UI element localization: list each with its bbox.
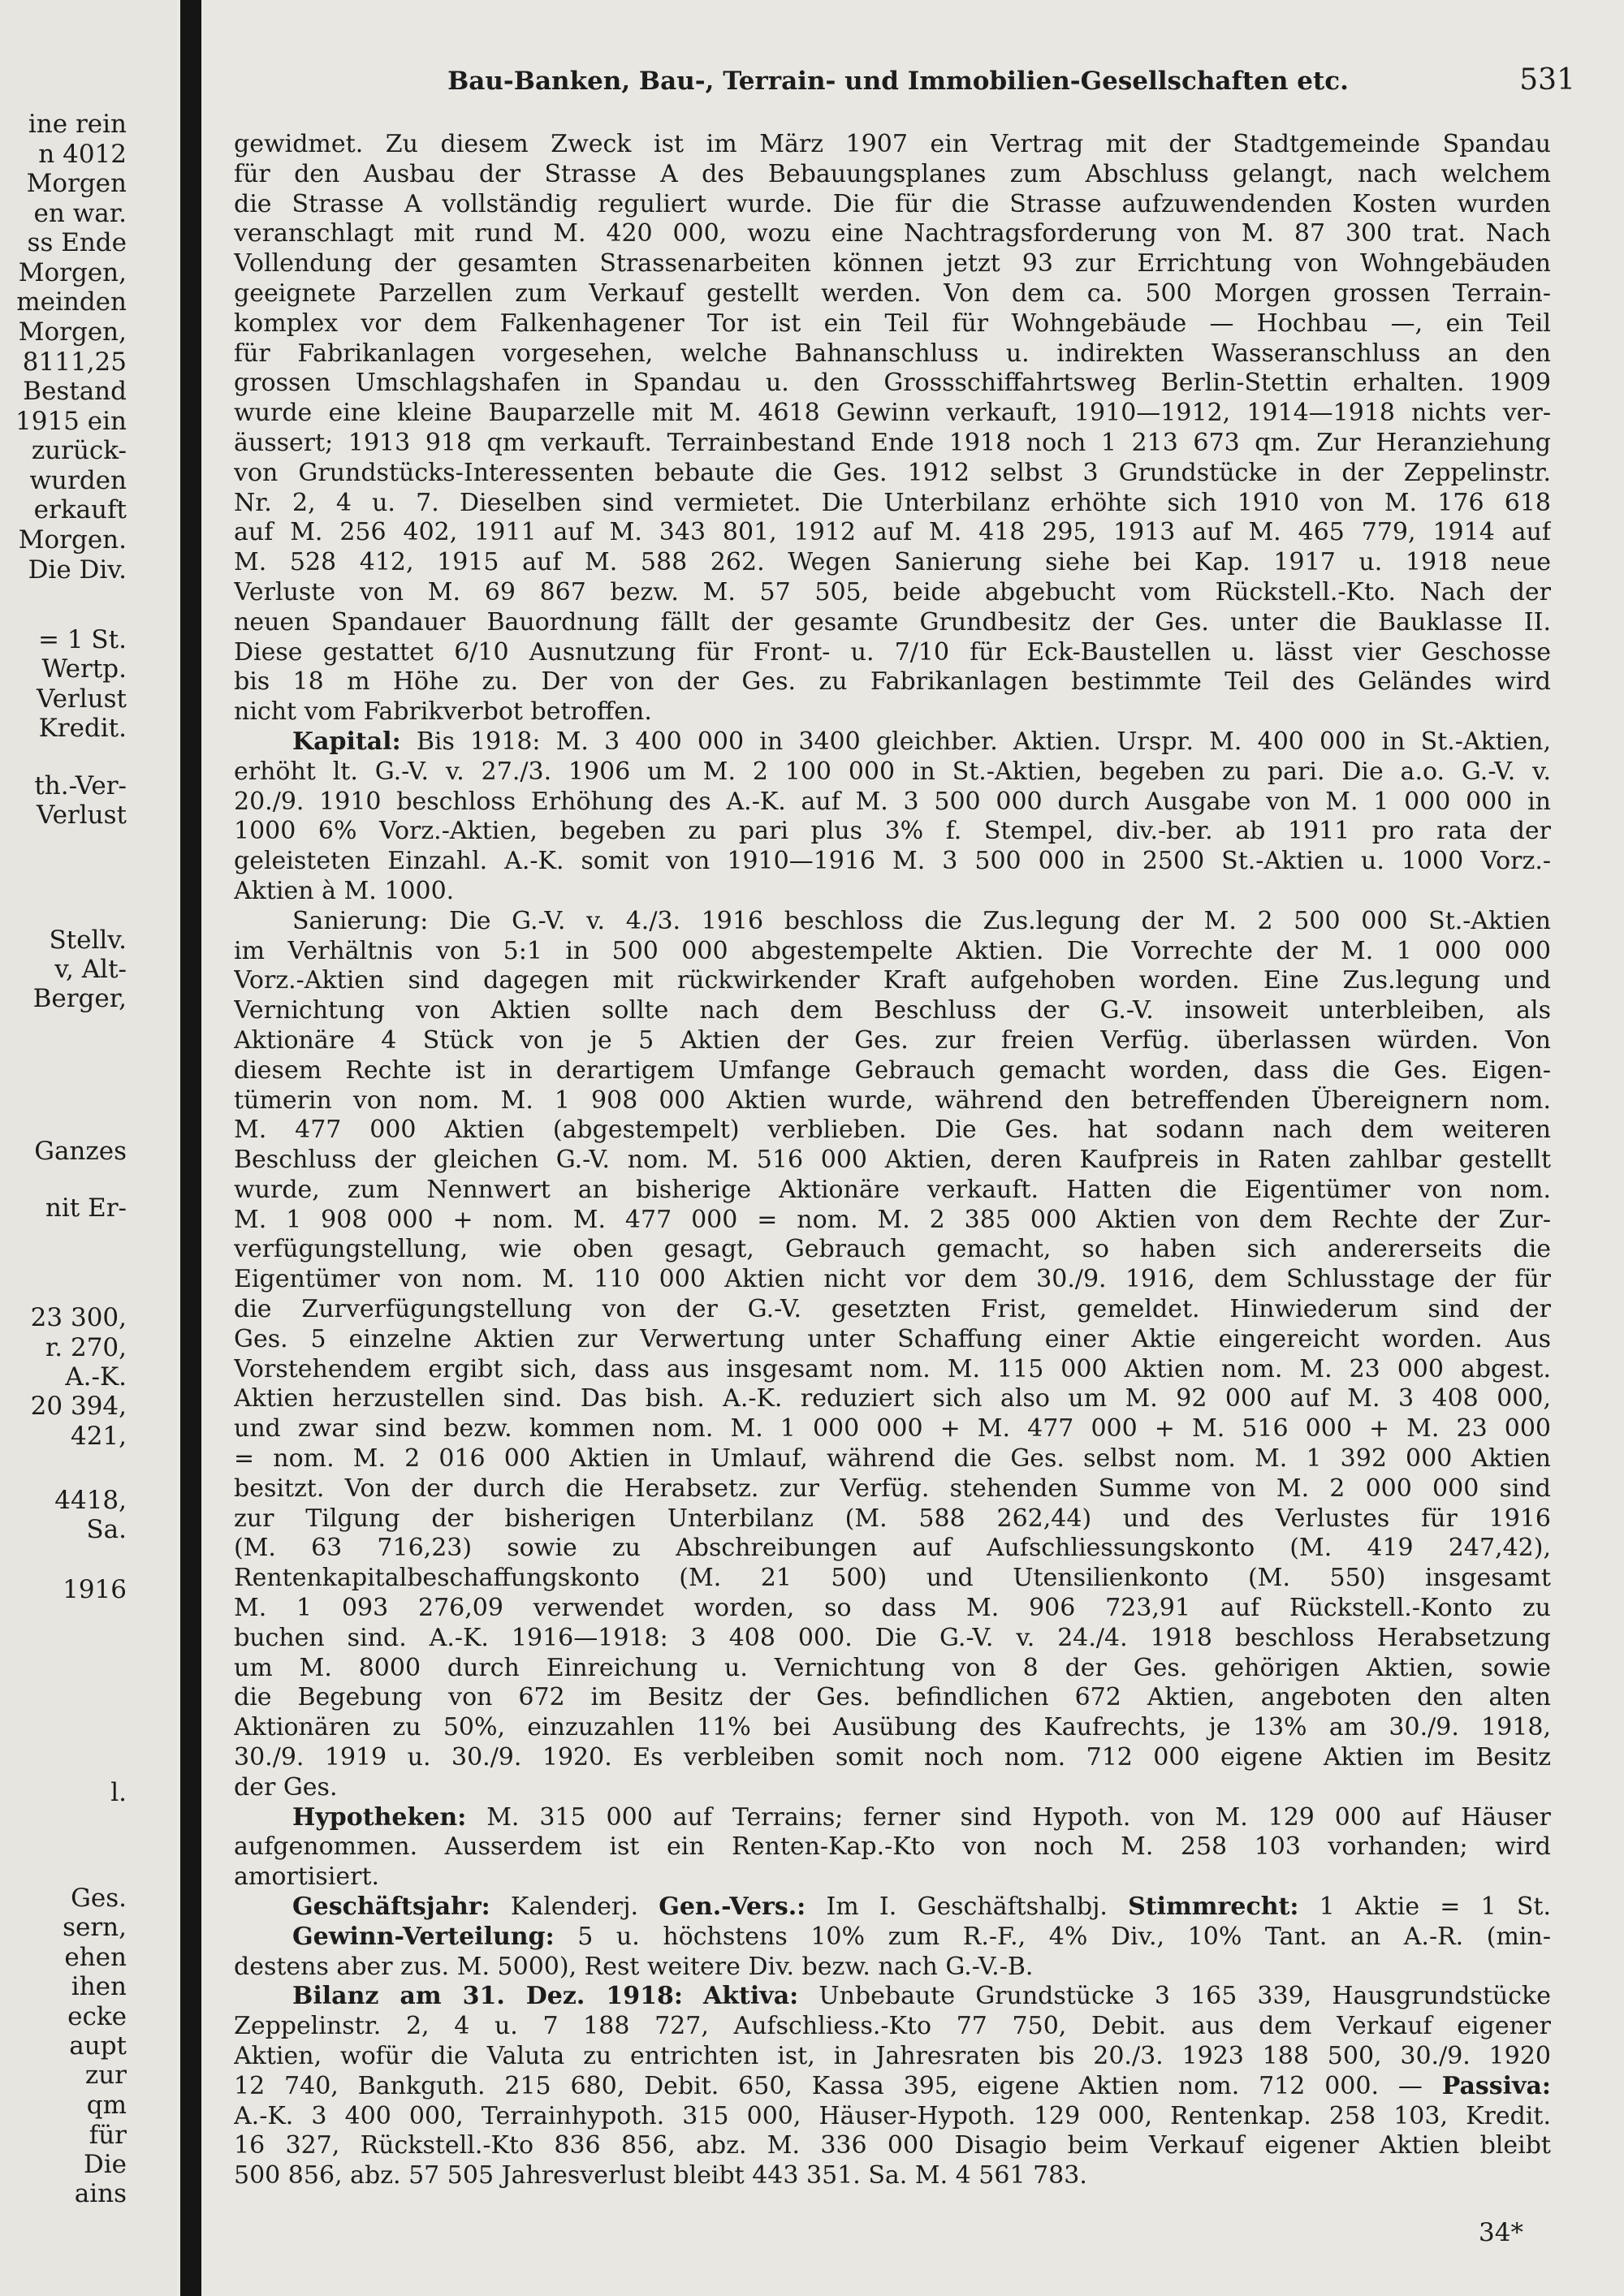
text-line: der Ges. [234,1772,338,1802]
text-line: 30./9. 1919 u. 30./9. 1920. Es verbleiben somit noch nom. 712 000 eigene Aktien im Besitz [234,1743,1551,1772]
text-line: bis 18 m Höhe zu. Der von der Ges. zu Fabrikanlagen bestimmte Teil des Geländes wird [234,667,1551,697]
text-line: von Grundstücks-Interessenten bebaute die Ges. 1912 selbst 3 Grundstücke in der Zeppelinstr. [234,458,1551,487]
margin-fragment: Verlust [37,801,127,830]
text-line: für Fabrikanlagen vorgesehen, welche Bahnanschluss u. indirekten Wasseranschluss an den [234,339,1551,368]
margin-fragment: v, Alt- [54,955,127,984]
margin-fragment: qm [86,2091,127,2120]
bilanz-label: Bilanz am 31. Dez. 1918: [292,1982,683,2011]
margin-fragment: Bestand [23,377,127,406]
margin-fragment: 20 394, [30,1392,127,1421]
sanierung-line: Sanierung: Die G.-V. v. 4./3. 1916 beschloss die Zus.legung der M. 2 500 000 St.-Aktien [292,906,1551,935]
text-line: wurde eine kleine Bauparzelle mit M. 4618 Gewinn verkauft, 1910—1912, 1914—1918 nichts ver- [234,399,1551,428]
margin-fragment: ains [74,2179,127,2208]
text-line: 16 327, Rückstell.-Kto 836 856, abz. M. 336 000 Disagio beim Verkauf eigener Aktien bleibt [234,2131,1551,2160]
margin-fragment: l. [110,1778,127,1807]
text-line: erhöht lt. G.-V. v. 27./3. 1906 um M. 2 100 000 in St.-Aktien, begeben zu pari. Die a.o. G.-V. v. [234,757,1551,786]
kapital-label: Kapital: [292,727,401,756]
text-line: Vollendung der gesamten Strassenarbeiten können jetzt 93 zur Errichtung von Wohngebäuden [234,249,1551,278]
margin-fragment: A.-K. [65,1362,127,1392]
text-line: destens aber zus. M. 5000), Rest weitere Div. bezw. nach G.-V.-B. [234,1952,1034,1981]
text-line: Rentenkapitalbeschaffungskonto (M. 21 500) und Utensilienkonto (M. 550) insgesamt [234,1564,1551,1593]
text-line: Aktien herzustellen sind. Das bish. A.-K. reduziert sich also um M. 92 000 auf M. 3 408 000, [234,1384,1551,1413]
text-line: um M. 8000 durch Einreichung u. Vernichtung von 8 der Ges. gehörigen Aktien, sowie [234,1653,1551,1682]
margin-fragment: aupt [69,2031,127,2061]
margin-fragment: Kredit. [38,714,127,743]
margin-fragment: sern, [63,1913,127,1942]
margin-fragment: ss Ende [27,228,127,257]
margin-fragment: meinden [16,287,127,317]
margin-fragment: th.-Ver- [34,771,127,801]
margin-fragment: Morgen [26,169,127,198]
text-line: (M. 63 716,23) sowie zu Abschreibungen auf Aufschliessungskonto (M. 419 247,42), [234,1534,1551,1563]
text-line: Beschluss der gleichen G.-V. nom. M. 516 000 Aktien, deren Kaufpreis in Raten zahlbar gestellt [234,1146,1551,1175]
text-line: verfügungstellung, wie oben gesagt, Gebrauch gemacht, so haben sich andererseits die [234,1235,1551,1264]
bilanz-passiva-line [234,2072,1551,2102]
margin-fragment: 1915 ein [15,407,127,436]
margin-fragment: für [89,2121,127,2150]
text-line: im Verhältnis von 5:1 in 500 000 abgestempelte Aktien. Die Vorrechte der M. 1 000 000 [234,936,1551,965]
margin-fragment: Morgen, [18,317,127,347]
margin-fragment: n 4012 [38,140,127,169]
text-line: = nom. M. 2 016 000 Aktien in Umlauf, während die Ges. selbst nom. M. 1 392 000 Aktien [234,1444,1551,1474]
text-line: nicht vom Fabrikverbot betroffen. [234,697,652,727]
text-line: besitzt. Von der durch die Herabsetz. zur Verfüg. stehenden Summe von M. 2 000 000 sind [234,1474,1551,1503]
margin-fragment: ine rein [28,110,127,139]
margin-fragment: erkauft [33,495,127,524]
text-line: A.-K. 3 400 000, Terrainhypoth. 315 000, Häuser-Hypoth. 129 000, Rentenkap. 258 103, Kredit. [234,2101,1551,2130]
text-line: wurde, zum Nennwert an bisherige Aktionäre verkauft. Hatten die Eigentümer von nom. [234,1175,1551,1204]
text-line: grossen Umschlagshafen in Spandau u. den Grossschiffahrtsweg Berlin-Stettin erhalten. 1909 [234,369,1551,398]
text-line: Aktien à M. 1000. [234,876,455,905]
text-line: geeignete Parzellen zum Verkauf gestellt werden. Von dem ca. 500 Morgen grossen Terrain- [234,278,1551,308]
hypotheken-line [234,1803,1551,1833]
text-line: Aktien, wofür die Valuta zu entrichten ist, in Jahresraten bis 20./3. 1923 188 500, 30./9. 1920 [234,2042,1551,2070]
margin-fragment: Berger, [32,984,127,1013]
bilanz-text: Unbebaute Grundstücke 3 165 339, Hausgrundstücke [818,1982,1551,2011]
margin-fragment: en war. [33,199,127,228]
text-line: Verluste von M. 69 867 bezw. M. 57 505, beide abgebucht vom Rückstell.-Kto. Nach der [234,577,1551,606]
text-line: Vorstehendem ergibt sich, dass aus insgesamt nom. M. 115 000 Aktien nom. M. 23 000 abgest. [234,1354,1551,1383]
margin-fragment: 4418, [54,1486,127,1515]
aktiva-label: Aktiva: [702,1982,799,2011]
margin-fragment: nit Er- [45,1193,127,1223]
text-line: äussert; 1913 918 qm verkauft. Terrainbestand Ende 1918 noch 1 213 673 qm. Zur Heranziehung [234,428,1551,457]
margin-fragment: ihen [71,1972,127,2001]
margin-fragment: Die [83,2150,127,2179]
margin-fragment: Wertp. [41,654,127,684]
text-line: aufgenommen. Ausserdem ist ein Renten-Kap.-Kto von noch M. 258 103 vorhanden; wird [234,1832,1551,1862]
text-line: 500 856, abz. 57 505 Jahresverlust bleibt 443 351. Sa. M. 4 561 783. [234,2161,1087,2190]
margin-fragment: zur [84,2061,127,2090]
margin-fragment: Sa. [86,1515,127,1544]
text-line: die Strasse A vollständig reguliert wurde. Die für die Strasse aufzuwendenden Kosten wurden [234,189,1551,218]
text-line: Eigentümer von nom. M. 110 000 Aktien nicht vor dem 30./9. 1916, dem Schlusstage der für [234,1265,1551,1294]
body-text [234,130,1551,2191]
text-line: geleisteten Einzahl. A.-K. somit von 1910—1916 M. 3 500 000 in 2500 St.-Aktien u. 1000 Vorz.- [234,847,1551,876]
gewinn-verteilung-text: 5 u. höchstens 10% zum R.-F., 4% Div., 10% Tant. an A.-R. (min- [577,1922,1551,1951]
hypotheken-label: Hypotheken: [292,1802,467,1832]
page-number: 531 [1519,63,1575,97]
bilanz-line [234,1982,1551,2012]
text-line: 20./9. 1910 beschloss Erhöhung des A.-K. auf M. 3 500 000 durch Ausgabe von M. 1 000 000 in [234,787,1551,816]
margin-fragment: Ges. [71,1884,127,1913]
margin-fragment: 23 300, [30,1303,127,1332]
margin-fragment: 421, [70,1422,127,1451]
passiva-label: Passiva: [1441,2071,1551,2100]
geschaeftsjahr-line [234,1892,1551,1923]
text-line: neuen Spandauer Bauordnung fällt der gesamte Grundbesitz der Ges. unter die Bauklasse II. [234,607,1551,637]
gewinn-verteilung-label: Gewinn-Verteilung: [292,1922,555,1951]
text-line: die Zurverfügungstellung von der G.-V. gesetzten Frist, gemeldet. Hinwiederum sind der [234,1295,1551,1324]
text-line: Diese gestattet 6/10 Ausnutzung für Front- u. 7/10 für Eck-Baustellen u. lässt vier Geschosse [234,637,1551,667]
text-line: M. 1 093 276,09 verwendet worden, so dass M. 906 723,91 auf Rückstell.-Konto zu [234,1594,1551,1623]
text-line: Vernichtung von Aktien sollte nach dem Beschluss der G.-V. insoweit unterbleiben, als [234,996,1551,1025]
running-head: Bau-Banken, Bau-, Terrain- und Immobilien-Gesellschaften etc. [447,67,1349,96]
text-line: Vorz.-Aktien sind dagegen mit rückwirkender Kraft aufgehoben worden. Eine Zus.legung und [234,966,1551,995]
page [201,0,1624,2296]
text-line: M. 528 412, 1915 auf M. 588 262. Wegen Sanierung siehe bei Kap. 1917 u. 1918 neue [234,548,1551,577]
gen-vers-text: Im I. Geschäftshalbj. [826,1892,1108,1922]
text-line: zur Tilgung der bisherigen Unterbilanz (M. 588 262,44) und des Verlustes für 1916 [234,1504,1551,1533]
text-line: für den Ausbau der Strasse A des Bebauungsplanes zum Abschluss gelangt, nach welchem [234,159,1551,188]
text-line: und zwar sind bezw. kommen nom. M. 1 000 000 + M. 477 000 + M. 516 000 + M. 23 000 [234,1414,1551,1444]
kapital-text: Bis 1918: M. 3 400 000 in 3400 gleichber. Aktien. Urspr. M. 400 000 in St.-Aktien, [416,727,1551,756]
margin-fragment: r. 270, [45,1333,127,1362]
text-line: veranschlagt mit rund M. 420 000, wozu eine Nachtragsforderung von M. 87 300 trat. Nach [234,219,1551,248]
text-line: komplex vor dem Falkenhagener Tor ist ein Teil für Wohngebäude — Hochbau —, ein Teil [234,309,1551,338]
geschaeftsjahr-label: Geschäftsjahr: [292,1892,490,1922]
binding-gutter [180,0,201,2296]
margin-fragment: 1916 [63,1575,127,1604]
stimmrecht-text: 1 Aktie = 1 St. [1319,1892,1551,1922]
kapital-paragraph-line [234,727,1551,757]
text-line: auf M. 256 402, 1911 auf M. 343 801, 1912 auf M. 418 295, 1913 auf M. 465 779, 1914 auf [234,518,1551,547]
adjacent-page-fragment [0,0,177,2296]
stimmrecht-label: Stimmrecht: [1128,1892,1299,1922]
text-line: gewidmet. Zu diesem Zweck ist im März 1907 ein Vertrag mit der Stadtgemeinde Spandau [234,130,1551,158]
bilanz-text: 12 740, Bankguth. 215 680, Debit. 650, Kassa 395, eigene Aktien nom. 712 000. — [234,2071,1423,2100]
margin-fragment: Die Div. [28,555,127,585]
margin-fragment: 8111,25 [22,347,127,377]
margin-fragment: ecke [67,2002,127,2031]
margin-fragment: wurden [29,466,127,495]
gen-vers-label: Gen.-Vers.: [659,1892,806,1922]
text-line: M. 1 908 000 + nom. M. 477 000 = nom. M. 2 385 000 Aktien von dem Rechte der Zur- [234,1205,1551,1234]
text-line: Ges. 5 einzelne Aktien zur Verwertung unter Schaffung einer Aktie eingereicht worden. Aus [234,1324,1551,1353]
text-line: die Begebung von 672 im Besitz der Ges. befindlichen 672 Aktien, angeboten den alten [234,1683,1551,1712]
text-line: diesem Rechte ist in derartigem Umfange Gebrauch gemacht worden, dass die Ges. Eigen- [234,1055,1551,1085]
margin-fragment: ehen [64,1943,127,1972]
hypotheken-text: M. 315 000 auf Terrains; ferner sind Hypoth. von M. 129 000 auf Häuser [486,1802,1551,1832]
margin-fragment: = 1 St. [38,625,127,654]
margin-fragment: Stellv. [49,926,127,955]
text-line: Aktionären zu 50%, einzuzahlen 11% bei Ausübung des Kaufrechts, je 13% am 30./9. 1918, [234,1713,1551,1742]
text-line: M. 477 000 Aktien (abgestempelt) verblieben. Die Ges. hat sodann nach dem weiteren [234,1116,1551,1145]
text-line: amortisiert. [234,1862,380,1892]
signature-mark: 34* [1479,2218,1523,2247]
text-line: Zeppelinstr. 2, 4 u. 7 188 727, Aufschliess.-Kto 77 750, Debit. aus dem Verkauf eigener [234,2012,1551,2041]
text-line: buchen sind. A.-K. 1916—1918: 3 408 000. Die G.-V. v. 24./4. 1918 beschloss Herabsetzung [234,1623,1551,1652]
margin-fragment: Verlust [37,684,127,714]
geschaeftsjahr-text: Kalenderj. [510,1892,639,1922]
margin-fragment: zurück- [31,436,127,465]
text-line: Aktionäre 4 Stück von je 5 Aktien der Ges. zur freien Verfüg. überlassen würden. Von [234,1025,1551,1055]
margin-fragment: Morgen, [18,258,127,287]
text-line: tümerin von nom. M. 1 908 000 Aktien wurde, während den betreffenden Übereignern nom. [234,1085,1551,1115]
text-line: 1000 6% Vorz.-Aktien, begeben zu pari plus 3% f. Stempel, div.-ber. ab 1911 pro rata der [234,817,1551,846]
margin-fragment: Morgen. [18,525,127,555]
gewinn-verteilung-line [234,1923,1551,1953]
margin-fragment: Ganzes [34,1137,127,1166]
text-line: Nr. 2, 4 u. 7. Dieselben sind vermietet. Die Unterbilanz erhöhte sich 1910 von M. 176 618 [234,488,1551,517]
